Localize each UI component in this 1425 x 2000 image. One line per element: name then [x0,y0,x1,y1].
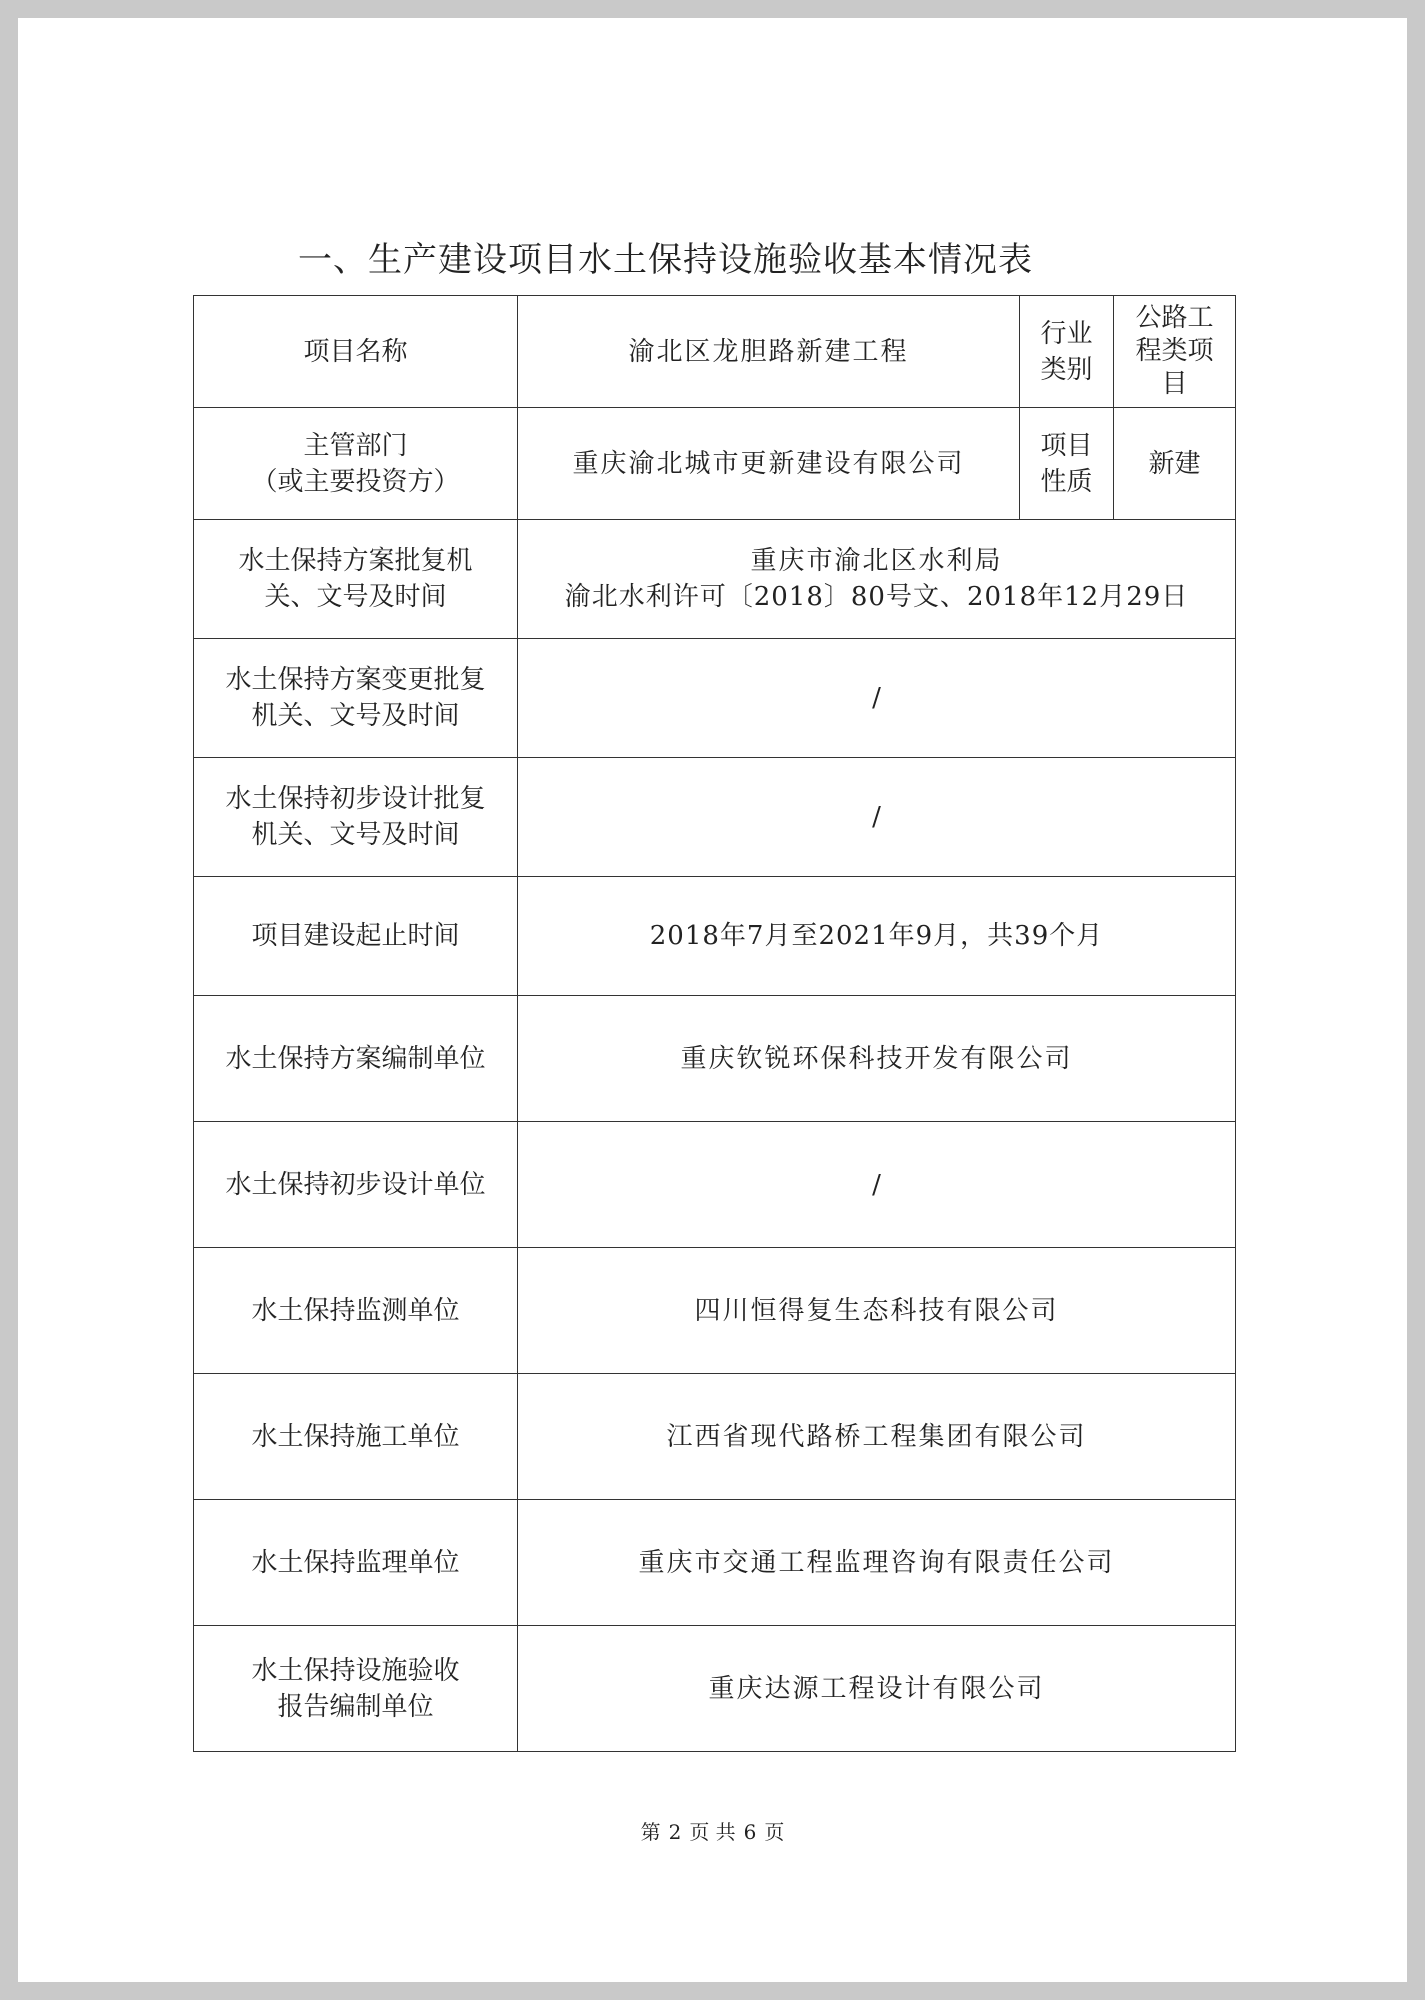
industry-value-line1: 公路工 [1135,303,1214,333]
label-cell [194,758,518,877]
value-cell [518,296,1020,408]
table-row [194,1626,1236,1752]
page-footer [18,1818,1407,1846]
label-cell [194,639,518,758]
prelim-design-unit-value: / [872,1169,881,1200]
value-cell [518,758,1236,877]
plan-approval-document: 渝北水利许可〔2018〕80号文、2018年12月29日 [564,582,1189,612]
table-row [194,296,1236,408]
plan-unit-value: 重庆钦锐环保科技开发有限公司 [680,1043,1073,1074]
plan-approval-label-line1: 水土保持方案批复机 [238,546,473,576]
label-cell [194,408,518,520]
label-cell [194,877,518,996]
nature-label-line2: 性质 [1040,466,1093,497]
industry-value-line3: 目 [1161,369,1188,399]
construction-period-label: 项目建设起止时间 [251,921,460,951]
monitoring-unit-value: 四川恒得复生态科技有限公司 [694,1295,1059,1326]
label-cell [194,1248,518,1374]
value-cell [518,1500,1236,1626]
table-row [194,996,1236,1122]
label-cell [194,1122,518,1248]
value-cell [518,996,1236,1122]
document-page [18,18,1407,1982]
plan-change-label-line2: 机关、文号及时间 [251,701,460,731]
label-cell [194,996,518,1122]
label-cell [194,296,518,408]
info-table [193,295,1236,1752]
value-cell [518,1374,1236,1500]
prelim-design-approval-label-line2: 机关、文号及时间 [251,820,460,850]
plan-approval-label-line2: 关、文号及时间 [264,582,447,612]
table-row [194,1500,1236,1626]
construction-unit-value: 江西省现代路桥工程集团有限公司 [666,1421,1087,1452]
table-row [194,1374,1236,1500]
value-cell [518,520,1236,639]
label-cell [194,520,518,639]
construction-unit-label: 水土保持施工单位 [251,1421,460,1452]
value-cell [518,1248,1236,1374]
value-cell [518,408,1020,520]
footer-prefix: 第 [640,1820,661,1844]
industry-value-line2: 程类项 [1135,336,1214,366]
label-cell [194,1626,518,1752]
prelim-design-approval-label-line1: 水土保持初步设计批复 [225,784,486,814]
table-row [194,408,1236,520]
label-cell [1020,408,1114,520]
table-row [194,758,1236,877]
label-cell [194,1374,518,1500]
department-value: 重庆渝北城市更新建设有限公司 [572,448,965,479]
page-title: 一、生产建设项目水土保持设施验收基本情况表 [298,240,1033,280]
footer-suffix: 页 [764,1820,785,1844]
nature-label-line1: 项目 [1040,430,1093,461]
table-row [194,1248,1236,1374]
department-label-line1: 主管部门 [303,430,408,461]
value-cell [518,877,1236,996]
table-row [194,877,1236,996]
department-label-line2: （或主要投资方） [251,466,460,497]
value-cell [518,1122,1236,1248]
industry-label-line2: 类别 [1040,354,1093,385]
label-cell [194,1500,518,1626]
project-name-label: 项目名称 [303,336,408,367]
plan-unit-label: 水土保持方案编制单位 [225,1043,486,1074]
acceptance-report-unit-label-line1: 水土保持设施验收 [251,1655,460,1686]
construction-period-value: 2018年7月至2021年9月，共39个月 [649,921,1104,951]
label-cell [1020,296,1114,408]
nature-value: 新建 [1148,448,1201,479]
prelim-design-approval-value: / [872,802,881,832]
value-cell [1114,408,1236,520]
value-cell [1114,296,1236,408]
monitoring-unit-label: 水土保持监测单位 [251,1295,460,1326]
plan-change-value: / [872,683,881,713]
value-cell [518,1626,1236,1752]
table-row [194,1122,1236,1248]
plan-approval-authority: 重庆市渝北区水利局 [750,546,1003,576]
plan-change-label-line1: 水土保持方案变更批复 [225,665,486,695]
industry-label-line1: 行业 [1040,318,1093,349]
table-row [194,639,1236,758]
prelim-design-unit-label: 水土保持初步设计单位 [225,1169,486,1200]
project-name-value: 渝北区龙胆路新建工程 [628,336,909,367]
footer-current-page: 2 [668,1820,682,1844]
acceptance-report-unit-label-line2: 报告编制单位 [277,1691,434,1722]
supervision-unit-value: 重庆市交通工程监理咨询有限责任公司 [638,1547,1115,1578]
table-row [194,520,1236,639]
footer-middle: 页 共 [689,1820,736,1844]
supervision-unit-label: 水土保持监理单位 [251,1547,460,1578]
acceptance-report-unit-value: 重庆达源工程设计有限公司 [708,1673,1045,1704]
value-cell [518,639,1236,758]
footer-total-pages: 6 [743,1820,757,1844]
